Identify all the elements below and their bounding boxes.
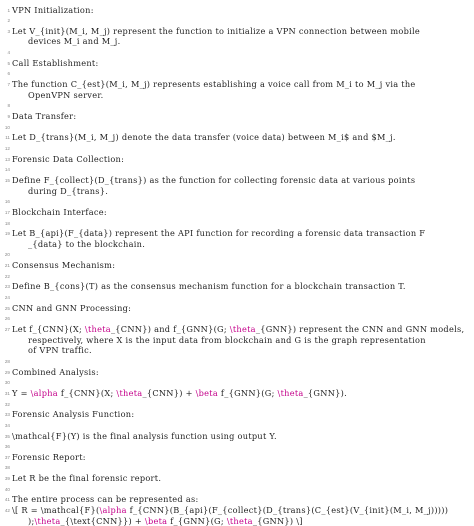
line-segment: The function C_{est}(M_i, M_j) represents establishing a voice call from M_i to M_j via the — [12, 79, 416, 90]
line-text — [28, 335, 470, 345]
line-number: 25 — [4, 305, 10, 311]
line-text — [28, 36, 470, 46]
line-segment: f_{CNN}(B_{api}(F_{collect}(D_{trans}(C_{est}(V_{init}(M_i, M_j))))) — [126, 505, 449, 516]
line-segment: Forensic Data Collection: — [12, 153, 125, 164]
code-line — [0, 484, 474, 495]
line-text — [28, 239, 470, 249]
math-command: \theta — [229, 324, 256, 334]
math-command: \theta — [84, 324, 111, 334]
line-segment: \mathcal{F}(Y) is the final analysis function using output Y. — [12, 430, 277, 441]
code-line — [0, 68, 474, 79]
line-segment: Define B_{cons}(T) as the consensus mechanism function for a blockchain transaction T. — [12, 281, 406, 292]
line-text — [12, 431, 470, 441]
line-text — [12, 494, 470, 504]
code-line — [0, 249, 474, 260]
line-segment: _{GNN}) \] — [252, 515, 303, 526]
line-segment: Let R be the final forensic report. — [12, 473, 162, 484]
line-segment: Blockchain Interface: — [12, 206, 107, 217]
line-text — [12, 452, 470, 462]
math-command: \theta — [277, 387, 304, 398]
math-command: \theta — [226, 515, 253, 526]
line-text — [28, 186, 470, 196]
line-text — [12, 388, 470, 398]
code-line — [0, 324, 474, 335]
code-line — [0, 462, 474, 473]
code-line — [0, 164, 474, 175]
line-segment: OpenVPN server. — [28, 89, 104, 100]
line-text — [12, 111, 470, 121]
line-number: 31 — [4, 390, 10, 396]
line-text — [12, 228, 470, 238]
code-line — [0, 420, 474, 431]
line-segment: Y = — [12, 387, 31, 398]
line-number: 14 — [4, 167, 10, 173]
line-segment: _{\text{CNN}}) + — [60, 515, 145, 526]
code-line — [0, 388, 474, 399]
line-number: 4 — [7, 50, 10, 56]
code-line — [0, 292, 474, 303]
line-text — [12, 409, 470, 419]
code-line — [0, 431, 474, 442]
line-text — [12, 473, 470, 483]
code-line — [0, 47, 474, 58]
line-segment: _{data} to the blockchain. — [28, 238, 146, 249]
line-text — [28, 345, 470, 355]
line-segment: _{GNN}). — [303, 387, 347, 398]
code-line — [0, 58, 474, 69]
line-segment: _{CNN}) and f_{GNN}(G; — [110, 324, 230, 334]
code-line — [0, 79, 474, 90]
code-line — [0, 90, 474, 101]
code-line — [0, 473, 474, 484]
line-text — [12, 281, 470, 291]
line-segment: Consensus Mechanism: — [12, 260, 116, 271]
line-number: 29 — [4, 369, 10, 375]
line-segment: Forensic Analysis Function: — [12, 409, 135, 420]
line-number: 30 — [4, 380, 10, 386]
math-command: \alpha — [99, 505, 127, 516]
line-segment: \[ R = \mathcal{F}( — [12, 505, 100, 516]
line-segment: of VPN traffic. — [28, 345, 92, 356]
line-number: 3 — [7, 28, 10, 34]
line-number: 11 — [5, 135, 10, 141]
line-number: 19 — [4, 231, 10, 237]
line-segment: Let B_{api}(F_{data}) represent the API function for recording a forensic data transaction F — [12, 228, 426, 239]
line-number: 12 — [4, 145, 10, 151]
line-segment: f_{CNN}(X; — [57, 387, 117, 398]
line-text — [12, 303, 470, 313]
line-text — [12, 26, 470, 36]
code-line — [0, 399, 474, 410]
code-line — [0, 505, 474, 516]
line-text — [12, 79, 470, 89]
code-line — [0, 516, 474, 526]
line-segment: respectively, where X is the input data from blockchain and G is the graph representation — [28, 334, 426, 345]
code-line — [0, 111, 474, 122]
line-text — [12, 58, 470, 68]
line-number: 28 — [4, 358, 10, 364]
code-line — [0, 335, 474, 346]
line-number: 17 — [4, 209, 10, 215]
code-line — [0, 367, 474, 378]
code-line — [0, 36, 474, 47]
code-line — [0, 303, 474, 314]
line-segment: _{GNN}) represent the CNN and GNN models, — [255, 324, 465, 334]
code-line — [0, 377, 474, 388]
line-segment: Let D_{trans}(M_i, M_j) denote the data transfer (voice data) between M_i$ and $M_j. — [12, 132, 396, 143]
code-line — [0, 100, 474, 111]
line-text — [28, 90, 470, 100]
line-number: 36 — [4, 444, 10, 450]
code-line — [0, 154, 474, 165]
line-number: 38 — [4, 465, 10, 471]
line-number: 39 — [4, 476, 10, 482]
line-text — [12, 367, 470, 377]
line-segment: f_{GNN}(G; — [167, 515, 227, 526]
line-number: 33 — [4, 412, 10, 418]
math-command: \theta — [34, 515, 61, 526]
code-line — [0, 186, 474, 197]
line-text — [12, 260, 470, 270]
line-number: 16 — [4, 199, 10, 205]
code-line — [0, 452, 474, 463]
line-number: 24 — [4, 295, 10, 301]
code-line — [0, 143, 474, 154]
code-line — [0, 15, 474, 26]
line-number: 1 — [7, 7, 10, 13]
line-number: 18 — [4, 220, 10, 226]
line-number: 34 — [4, 422, 10, 428]
code-line — [0, 207, 474, 218]
line-number: 35 — [4, 433, 10, 439]
code-line — [0, 281, 474, 292]
code-line — [0, 196, 474, 207]
math-command: \beta — [144, 515, 168, 526]
line-number: 15 — [4, 177, 10, 183]
math-command: \alpha — [30, 387, 58, 398]
code-line — [0, 356, 474, 367]
line-number: 2 — [7, 18, 10, 24]
line-number: 10 — [4, 124, 10, 130]
line-text — [12, 175, 470, 185]
line-number: 42 — [4, 508, 10, 514]
line-number: 41 — [4, 497, 10, 503]
line-segment: devices M_i and M_j. — [28, 36, 121, 47]
line-number: 27 — [4, 327, 10, 332]
line-text — [28, 516, 470, 526]
code-line — [0, 5, 474, 16]
line-segment: The entire process can be represented as: — [12, 494, 199, 505]
code-line — [0, 122, 474, 133]
line-segment: Data Transfer: — [12, 111, 77, 121]
line-segment: Let f_{CNN}(X; — [12, 324, 85, 334]
line-segment: ); — [28, 515, 35, 526]
code-line — [0, 132, 474, 143]
line-number: 5 — [7, 60, 10, 66]
line-text — [12, 154, 470, 164]
code-line — [0, 239, 474, 250]
line-number: 9 — [7, 114, 10, 119]
code-line — [0, 175, 474, 186]
line-number: 37 — [4, 454, 10, 460]
line-text — [12, 324, 470, 334]
line-number: 13 — [4, 156, 10, 162]
line-segment: Define F_{collect}(D_{trans}) as the function for collecting forensic data at various points — [12, 174, 416, 185]
code-line — [0, 494, 474, 505]
line-segment: f_{GNN}(G; — [218, 387, 278, 398]
math-command: \beta — [195, 387, 219, 398]
math-command: \theta — [116, 387, 143, 398]
line-text — [12, 505, 470, 515]
line-text — [12, 5, 470, 15]
code-line — [0, 271, 474, 282]
line-segment: Forensic Report: — [12, 451, 86, 462]
code-line — [0, 345, 474, 356]
line-text — [12, 207, 470, 217]
line-segment: during D_{trans}. — [28, 185, 109, 196]
code-line — [0, 441, 474, 452]
line-segment: Let V_{init}(M_i, M_j) represent the function to initialize a VPN connection between mobile — [12, 25, 421, 36]
line-number: 20 — [4, 252, 10, 258]
code-line — [0, 228, 474, 239]
line-number: 6 — [7, 71, 10, 77]
line-text — [12, 132, 470, 142]
line-segment: _{CNN}) + — [142, 387, 196, 398]
line-number: 23 — [4, 284, 10, 290]
line-segment: VPN Initialization: — [12, 4, 94, 15]
line-number: 26 — [4, 316, 10, 322]
line-number: 7 — [7, 82, 10, 88]
code-line — [0, 313, 474, 324]
code-line — [0, 260, 474, 271]
code-line — [0, 409, 474, 420]
line-number: 32 — [4, 401, 10, 407]
code-line — [0, 218, 474, 229]
line-number: 22 — [4, 273, 10, 279]
line-number: 40 — [4, 486, 10, 492]
line-segment: Combined Analysis: — [12, 366, 99, 377]
line-segment: Call Establishment: — [12, 57, 99, 68]
code-line — [0, 26, 474, 37]
line-number: 8 — [7, 103, 10, 109]
line-number: 21 — [4, 263, 10, 269]
line-segment: CNN and GNN Processing: — [12, 302, 132, 313]
